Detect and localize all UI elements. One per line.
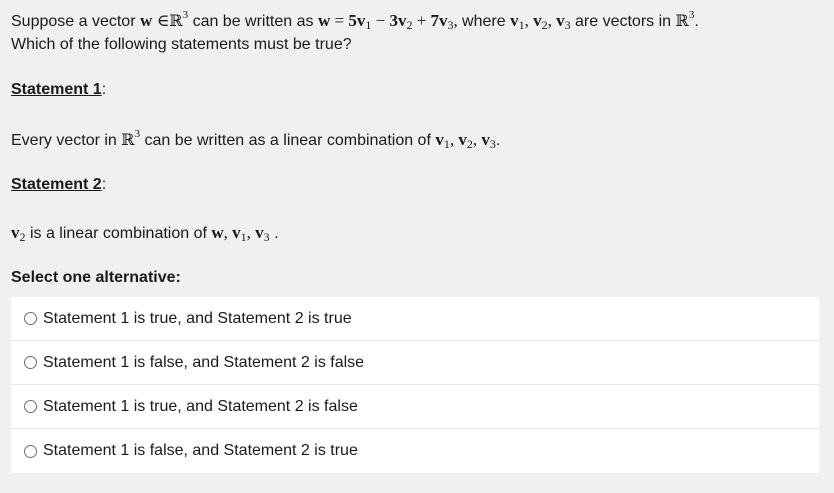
statement-2-text	[11, 223, 279, 243]
question-where: where	[462, 13, 506, 30]
option-3[interactable]	[11, 385, 819, 429]
option-label: Statement 1 is true, and Statement 2 is true	[43, 309, 352, 327]
option-label: Statement 1 is false, and Statement 2 is false	[43, 353, 365, 371]
radio-icon[interactable]	[24, 445, 37, 458]
statement-1-mid: can be written as a linear combination of	[144, 132, 431, 149]
select-one-label: Select one alternative:	[11, 269, 181, 286]
statement-1-text	[11, 130, 500, 150]
option-2[interactable]	[11, 341, 819, 385]
question-suffix: are vectors in	[575, 13, 672, 30]
math-equation: $w = 5v_1 - 3v_2 + 7v_3$,	[317, 11, 458, 32]
math-vectors: $v_1$, $v_2$, $v_3$	[510, 11, 571, 32]
radio-icon[interactable]	[24, 312, 37, 325]
statement-1-prefix: Every vector in	[11, 132, 117, 149]
statement-2-heading: Statement 2:	[11, 176, 107, 193]
answer-options	[11, 297, 819, 473]
option-label: Statement 1 is false, and Statement 2 is true	[43, 442, 358, 459]
math-vectors-2: $v_1$, $v_2$, $v_3$	[435, 130, 496, 151]
math-reals-3: ℝ$^3$	[121, 128, 141, 149]
math-reals-2: ℝ$^3$	[675, 9, 695, 30]
statement-2-mid: is a linear combination of	[29, 225, 207, 242]
statement-1-period: .	[495, 132, 501, 149]
question-text-line-2: Which of the following statements must be true?	[11, 36, 352, 53]
math-v2: $v_2$	[11, 223, 26, 244]
option-4[interactable]	[11, 429, 819, 473]
question-prefix: Suppose a vector	[11, 13, 136, 30]
radio-icon[interactable]	[24, 400, 37, 413]
statement-1-heading: Statement 1:	[11, 81, 107, 98]
math-in-symbol: ∈	[156, 11, 170, 30]
math-w: w	[139, 11, 153, 30]
question-mid: can be written as	[192, 13, 314, 30]
statement-2-end: .	[269, 225, 279, 242]
radio-icon[interactable]	[24, 356, 37, 369]
math-w-v1-v3: w, $v_1$, $v_3$	[211, 223, 270, 244]
option-1[interactable]	[11, 297, 819, 341]
math-reals: ℝ$^3$	[169, 9, 189, 30]
question-text-line-1	[11, 11, 699, 31]
option-label: Statement 1 is true, and Statement 2 is false	[43, 397, 358, 415]
question-period: .	[694, 13, 699, 30]
